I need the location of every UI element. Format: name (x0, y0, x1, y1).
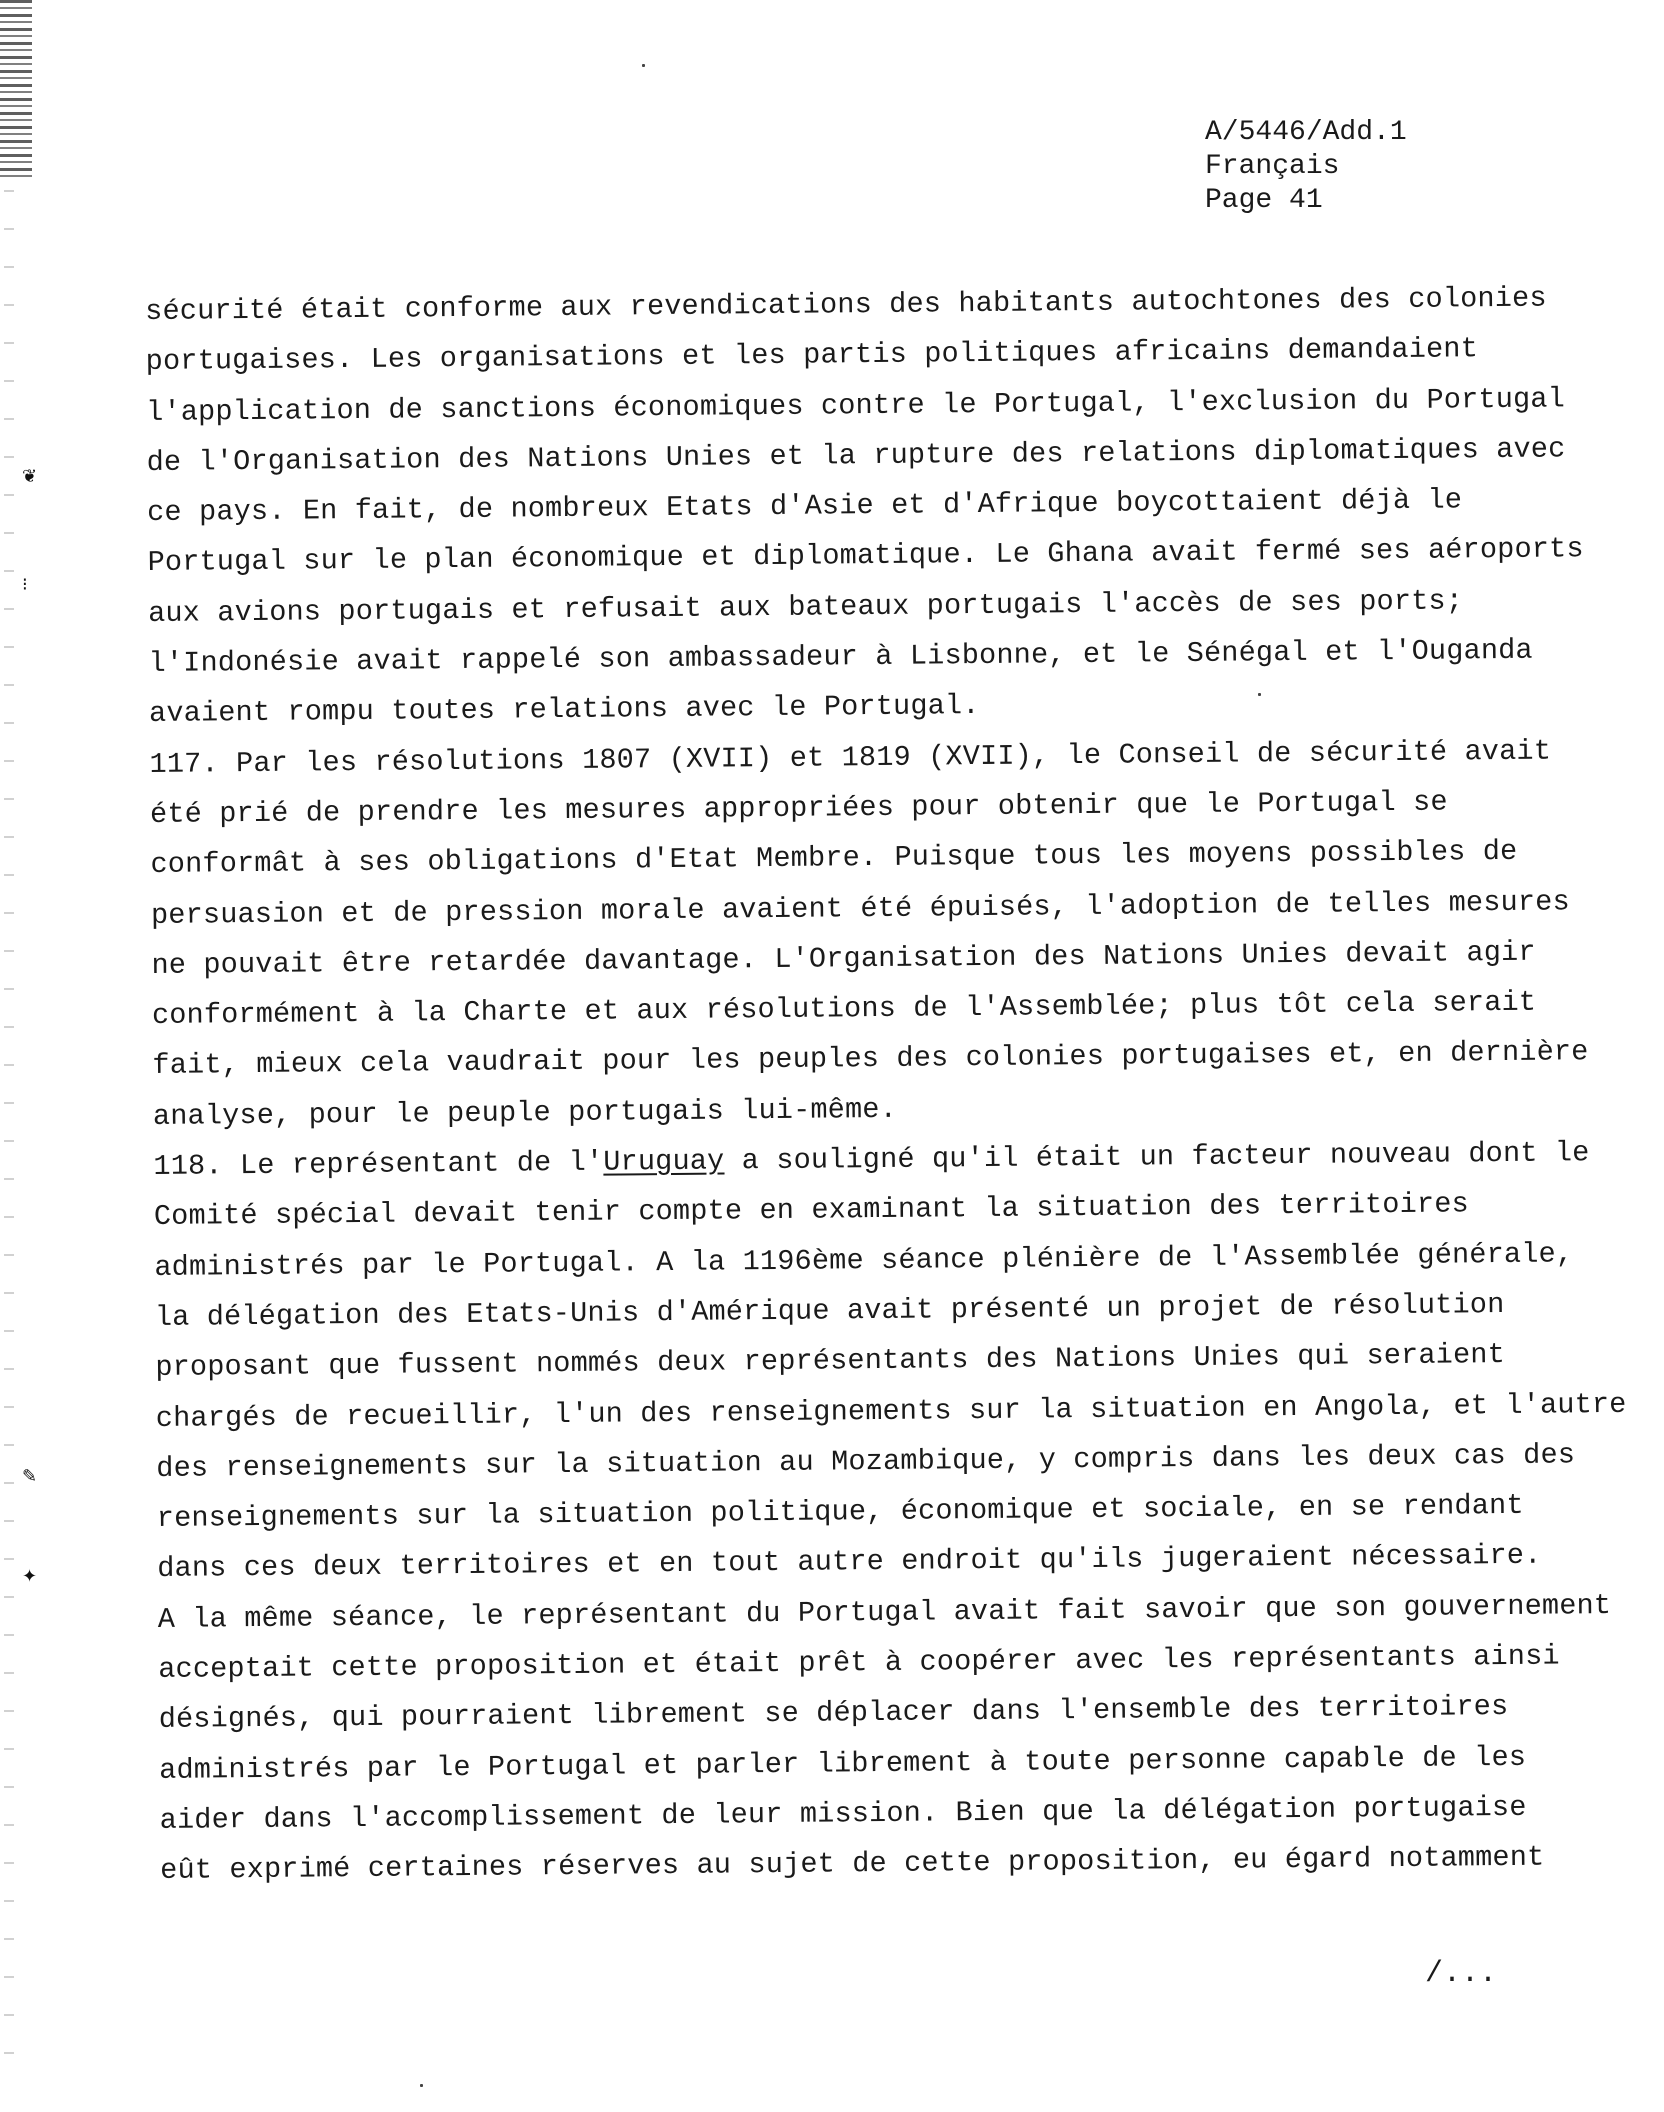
text-segment: désignés, qui pourraient librement se déplacer dans l'ensemble des territoires (158, 1690, 1509, 1737)
text-segment: chargés de recueillir, l'un des renseignements sur la situation en Angola, et l'autre (155, 1387, 1627, 1435)
document-symbol: A/5446/Add.1 (1205, 117, 1407, 148)
text-segment: a souligné qu'il était un facteur nouveau dont le (724, 1136, 1590, 1178)
document-language: Français (1205, 151, 1340, 182)
text-segment: ce pays. En fait, de nombreux Etats d'Asie et d'Afrique boycottaient déjà le (147, 483, 1463, 530)
text-segment: Portugal sur le plan économique et diplomatique. Le Ghana avait fermé ses aéroports (147, 532, 1584, 580)
text-segment: sécurité était conforme aux revendications des habitants autochtones des colonies (145, 281, 1547, 328)
text-segment: été prié de prendre les mesures appropriées pour obtenir que le Portugal se (149, 785, 1448, 831)
text-segment: 118. Le représentant de l' (153, 1145, 604, 1184)
text-segment: acceptait cette proposition et était prêt à coopérer avec les représentants ainsi (158, 1639, 1560, 1686)
text-segment: fait, mieux cela vaudrait pour les peuples des colonies portugaises et, en dernière (152, 1035, 1589, 1083)
punch-mark-icon: ✎ (22, 1466, 38, 1487)
text-segment: Comité spécial devait tenir compte en examinant la situation des territoires (153, 1187, 1470, 1234)
text-segment: renseignements sur la situation politique, économique et sociale, en se rendant (156, 1488, 1524, 1536)
text-segment: administrés par le Portugal et parler librement à toute personne capable de les (159, 1740, 1527, 1787)
punch-mark-icon: ✦ (22, 1566, 38, 1587)
text-segment: de l'Organisation des Nations Unies et la rupture des relations diplomatiques avec (146, 432, 1566, 479)
underlined-country-name: Uruguay (603, 1144, 725, 1179)
body-text (145, 273, 1627, 1896)
text-segment: l'Indonésie avait rappelé son ambassadeur à Lisbonne, et le Sénégal et l'Ouganda (148, 633, 1533, 681)
text-segment: eût exprimé certaines réserves au sujet de cette proposition, eu égard notamment (160, 1840, 1545, 1888)
text-segment: conformât à ses obligations d'Etat Membre. Puisque tous les moyens possibles de (150, 835, 1518, 882)
page-number: Page 41 (1205, 185, 1323, 216)
text-segment: 117. Par les résolutions 1807 (XVII) et 1819 (XVII), le Conseil de sécurité avait (149, 734, 1552, 781)
text-segment: aider dans l'accomplissement de leur mission. Bien que la délégation portugaise (159, 1790, 1527, 1837)
text-segment: proposant que fussent nommés deux représentants des Nations Unies qui seraient (155, 1338, 1506, 1385)
punch-mark-icon: ⁝ (22, 574, 28, 595)
scan-artifact-margin (4, 190, 14, 2070)
document-header (1205, 116, 1407, 218)
text-segment: A la même séance, le représentant du Portugal avait fait savoir que son gouvernement (157, 1588, 1612, 1636)
text-segment: analyse, pour le peuple portugais lui-même. (152, 1092, 898, 1133)
text-segment: l'application de sanctions économiques contre le Portugal, l'exclusion du Portugal (146, 381, 1566, 429)
text-segment: la délégation des Etats-Unis d'Amérique avait présenté un projet de résolution (154, 1287, 1505, 1334)
text-segment: persuasion et de pression morale avaient été épuisés, l'adoption de telles mesures (150, 884, 1570, 932)
text-segment: dans ces deux territoires et en tout autre endroit qu'ils jugeraient nécessaire. (157, 1539, 1542, 1586)
text-segment: des renseignements sur la situation au Mozambique, y compris dans les deux cas des (156, 1438, 1576, 1485)
text-segment: aux avions portugais et refusait aux bateaux portugais l'accès de ses ports; (147, 584, 1464, 630)
scan-artifact-edge (0, 0, 32, 180)
scan-speck (420, 2084, 423, 2087)
text-segment: portugaises. Les organisations et les partis politiques africains demandaient (145, 332, 1479, 379)
text-segment: ne pouvait être retardée davantage. L'Organisation des Nations Unies devait agir (151, 935, 1536, 982)
scan-speck (642, 64, 645, 67)
punch-mark-icon: ❦ (22, 466, 38, 487)
continuation-marker: /... (1425, 1957, 1498, 1991)
text-segment: avaient rompu toutes relations avec le Portugal. (148, 689, 980, 731)
text-segment: conformément à la Charte et aux résolutions de l'Assemblée; plus tôt cela serait (151, 985, 1537, 1033)
text-segment: administrés par le Portugal. A la 1196ème séance plénière de l'Assemblée générale, (154, 1236, 1574, 1284)
